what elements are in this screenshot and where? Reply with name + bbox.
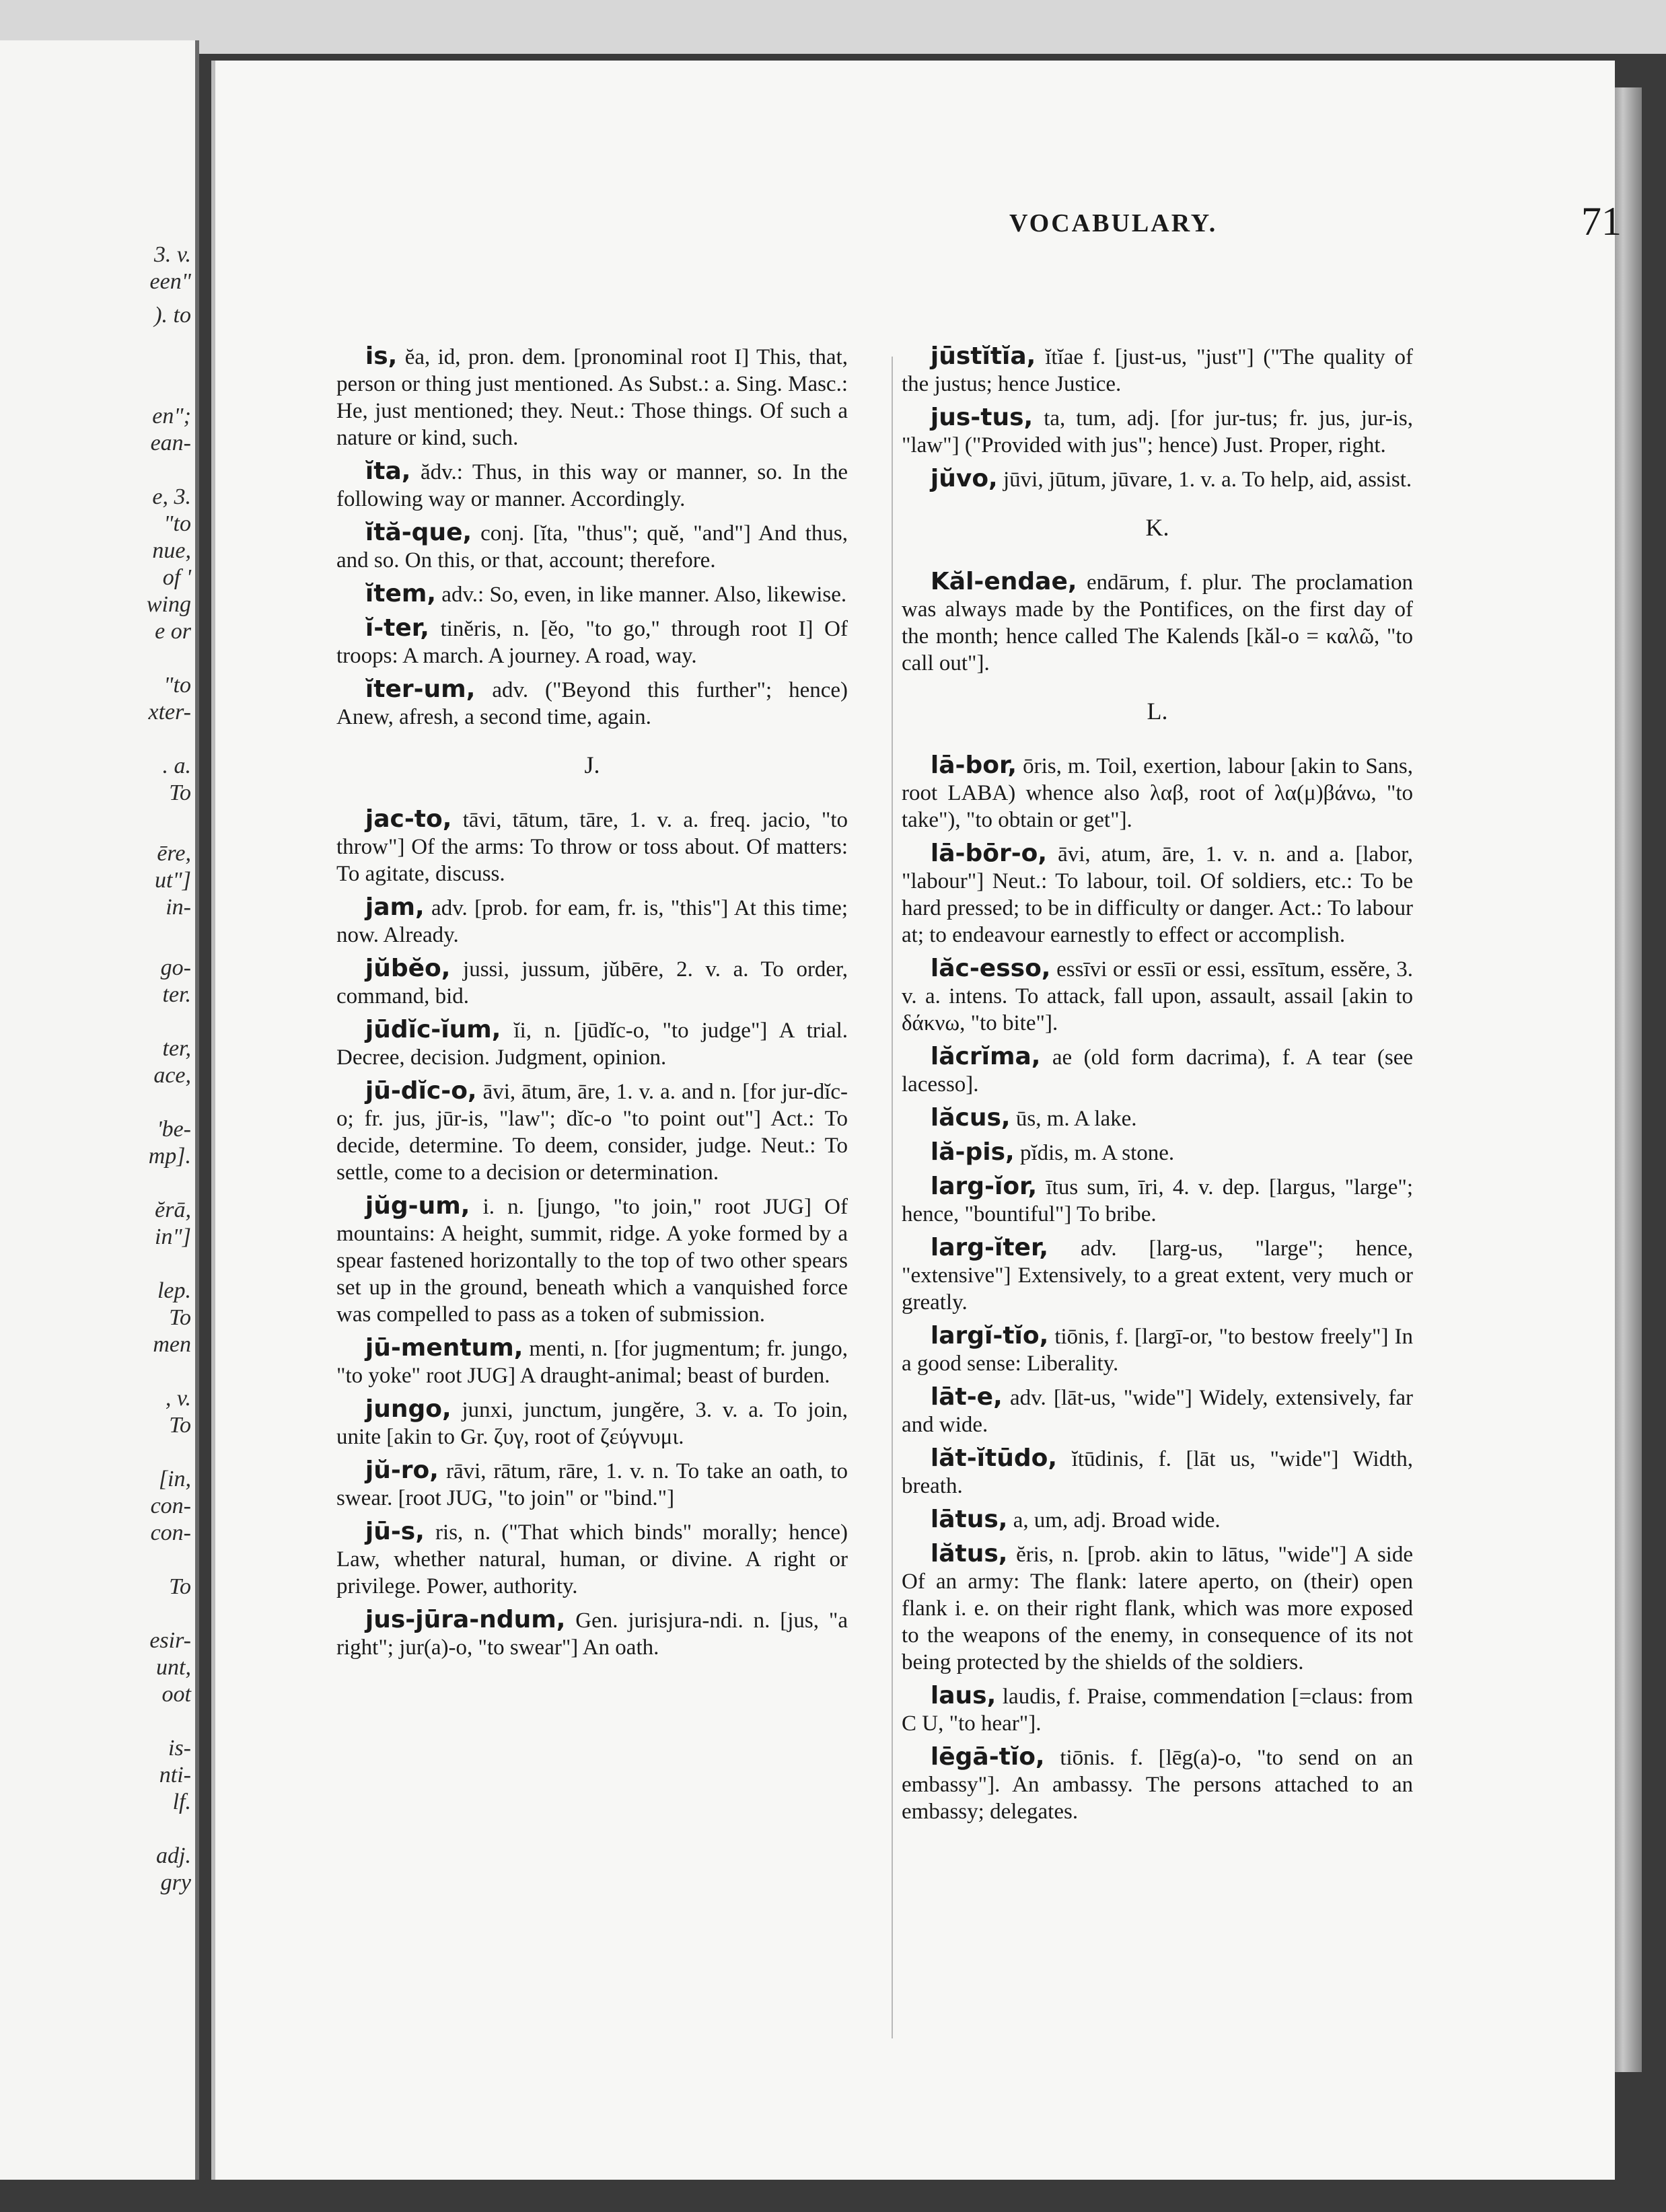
vocab-entry bbox=[902, 1683, 1413, 1737]
headword: ĭter-um, bbox=[365, 675, 476, 703]
left-page-text-fragment: ēre, bbox=[157, 841, 191, 866]
vocab-entry bbox=[902, 1043, 1413, 1098]
vocab-entry bbox=[902, 1323, 1413, 1377]
definition: adv. ("Beyond this further"; hence) Anew, afresh, a second time, again. bbox=[336, 678, 848, 729]
left-page-text-fragment: To bbox=[169, 1305, 191, 1330]
left-page-text-fragment: To bbox=[169, 780, 191, 805]
headword: lātus, bbox=[930, 1506, 1008, 1533]
section-letter: J. bbox=[584, 751, 600, 778]
definition: tiōnis. f. [lēg(a)-o, "to send on an embassy"]. An ambassy. The persons attached to an embassy; delegates. bbox=[902, 1746, 1413, 1824]
vocab-entry bbox=[336, 615, 848, 669]
left-page-text-fragment: 'be- bbox=[157, 1117, 191, 1142]
headword: is, bbox=[365, 342, 398, 370]
definition: ae (old form dacrima), f. A tear (see lacesso]. bbox=[902, 1045, 1413, 1097]
left-page-text-fragment: nti- bbox=[159, 1763, 191, 1787]
headword: larg-ĭor, bbox=[930, 1173, 1038, 1200]
definition: āvi, atum, āre, 1. v. n. and a. [labor, "labour"] Neut.: To labour, toil. Of soldiers, etc.: To be hard pressed; to be in difficulty or danger. Act.: To labour at; to endeavour earnestly to effect or accomplish. bbox=[902, 842, 1413, 947]
vocab-entry bbox=[902, 404, 1413, 459]
vocab-entry bbox=[336, 955, 848, 1010]
headword: lā-bor, bbox=[930, 751, 1017, 779]
left-page-text-fragment: e or bbox=[155, 619, 191, 644]
vocab-entry bbox=[336, 581, 848, 608]
left-page-fragment bbox=[0, 40, 199, 2180]
headword: ĭtă-que, bbox=[365, 519, 472, 546]
vocab-entry bbox=[902, 1105, 1413, 1132]
headword: jus-tus, bbox=[930, 404, 1034, 431]
vocab-entry bbox=[336, 1457, 848, 1512]
definition: ĭtĭae f. [just-us, "just"] ("The quality of the justus; hence Justice. bbox=[902, 345, 1414, 396]
vocab-entry bbox=[902, 1384, 1413, 1438]
definition: essīvi or essīi or essi, essītum, essĕre, 3. v. a. intens. To attack, fall upon, assault, assail [akin to δάκνω, "to bite"]. bbox=[902, 957, 1413, 1035]
definition: āvi, ātum, āre, 1. v. a. and n. [for jur-dĭc-o; fr. jus, jūr-is, "law"; dĭc-o "to point out"] Act.: To decide, determine. To deem, consider, judge. Neut.: To settle, come to a decision or determination. bbox=[336, 1080, 848, 1185]
left-page-text-fragment: ean- bbox=[150, 431, 191, 455]
left-page-text-fragment: esir- bbox=[149, 1628, 191, 1653]
vocab-entry bbox=[336, 343, 848, 451]
definition: ris, n. ("That which binds" morally; hence) Law, whether natural, human, or divine. A right or privilege. Power, authority. bbox=[336, 1520, 848, 1598]
headword: Kăl-endae, bbox=[930, 568, 1077, 595]
definition: ōris, m. Toil, exertion, labour [akin to Sans, root LABA) whence also λαβ, root of λα(μ)βάνω, "to take"), "to obtain or get"]. bbox=[902, 754, 1413, 832]
right-column bbox=[902, 343, 1413, 1832]
vocab-entry bbox=[902, 1173, 1413, 1228]
definition: menti, n. [for jugmentum; fr. jungo, "to yoke" root JUG] A draught-animal; beast of burden. bbox=[336, 1337, 848, 1388]
headword: lătus, bbox=[930, 1540, 1008, 1568]
vocab-entry bbox=[336, 1078, 848, 1186]
headword: larg-ĭter, bbox=[930, 1234, 1049, 1261]
left-page-text-fragment: e, 3. bbox=[152, 484, 191, 509]
vocab-entry bbox=[902, 568, 1413, 677]
left-page-text-fragment: con- bbox=[150, 1520, 191, 1545]
left-page-text-fragment: ter, bbox=[162, 1036, 191, 1061]
definition: ta, tum, adj. [for jur-tus; fr. jus, jur-is, "law"] ("Provided with jus"; hence) Just. Proper, right. bbox=[902, 406, 1413, 457]
left-page-text-fragment: lf. bbox=[172, 1790, 191, 1814]
headword: jū-mentum, bbox=[365, 1334, 523, 1362]
headword: lă-pis, bbox=[930, 1138, 1015, 1166]
vocab-entry bbox=[902, 1234, 1413, 1316]
left-page-text-fragment: is- bbox=[168, 1736, 191, 1761]
left-page-text-fragment: [in, bbox=[158, 1467, 191, 1491]
definition: jūvi, jūtum, jūvare, 1. v. a. To help, aid, assist. bbox=[1003, 468, 1412, 492]
vocab-entry bbox=[336, 1396, 848, 1450]
left-page-text-fragment: men bbox=[153, 1332, 191, 1357]
definition: tinĕris, n. [ĕo, "to go," through root I] Of troops: A march. A journey. A road, way. bbox=[336, 617, 848, 668]
headword: jam, bbox=[365, 893, 425, 921]
headword: jac-to, bbox=[365, 805, 452, 833]
headword: lăcrĭma, bbox=[930, 1043, 1041, 1070]
definition: ūs, m. A lake. bbox=[1015, 1107, 1137, 1131]
left-page-text-fragment: "to bbox=[164, 673, 191, 698]
definition: ītus sum, īri, 4. v. dep. [largus, "large"; hence, "bountiful"] To bribe. bbox=[902, 1175, 1414, 1226]
headword: jungo, bbox=[365, 1395, 451, 1423]
left-page-text-fragment: "to bbox=[164, 511, 191, 536]
definition: Gen. jurisjura-ndi. n. [jus, "a right"; jur(a)-o, "to swear"] An oath. bbox=[336, 1609, 848, 1660]
section-letter: K. bbox=[1145, 514, 1169, 541]
left-page-text-fragment: , v. bbox=[165, 1386, 191, 1411]
left-page-text-fragment: go- bbox=[160, 955, 191, 980]
definition: junxi, junctum, jungĕre, 3. v. a. To join, unite [akin to Gr. ζυγ, root of ζεύγνυμι. bbox=[336, 1398, 848, 1449]
left-page-text-fragment: of ' bbox=[162, 565, 191, 590]
vocab-entry bbox=[902, 955, 1413, 1037]
headword: lāt-e, bbox=[930, 1383, 1003, 1411]
vocab-entry bbox=[336, 676, 848, 731]
left-page-text-fragment: en"; bbox=[152, 404, 191, 429]
headword: jus-jūra-ndum, bbox=[365, 1606, 566, 1633]
headword: jŭbĕo, bbox=[365, 955, 451, 982]
headword: jŭ-ro, bbox=[365, 1457, 439, 1484]
left-page-text-fragment: To bbox=[169, 1574, 191, 1599]
vocab-entry bbox=[336, 519, 848, 574]
definition: adv. [lāt-us, "wide"] Widely, extensively, far and wide. bbox=[902, 1386, 1413, 1437]
book-page bbox=[215, 61, 1622, 2180]
headword: jŭvo, bbox=[930, 465, 998, 492]
headword: ĭta, bbox=[365, 457, 411, 485]
left-page-text-fragment: xter- bbox=[148, 700, 191, 725]
headword: jū-dĭc-o, bbox=[365, 1077, 477, 1105]
definition: ădv.: Thus, in this way or manner, so. In the following way or manner. Accordingly. bbox=[336, 460, 848, 511]
vocab-entry bbox=[902, 840, 1413, 949]
definition: ĕa, id, pron. dem. [pronominal root I] This, that, person or thing just mentioned. As Subst.: a. Sing. Masc.: He, just mentioned; they. Neut.: Those things. Of such a nature or kind, such. bbox=[336, 345, 848, 450]
definition: conj. [ĭta, "thus"; quĕ, "and"] And thus, and so. On this, or that, account; therefore. bbox=[336, 521, 848, 573]
scan-top-edge bbox=[0, 0, 1666, 54]
vocab-entry bbox=[902, 466, 1413, 493]
definition: pĭdis, m. A stone. bbox=[1019, 1141, 1175, 1165]
definition: laudis, f. Praise, commendation [=claus: from C U, "to hear"]. bbox=[902, 1685, 1413, 1736]
definition: endārum, f. plur. The proclamation was always made by the Pontifices, on the first day of the month; hence called The Kalends [kăl-o = καλῶ, "to call out"]. bbox=[902, 570, 1413, 675]
left-column bbox=[336, 343, 848, 1668]
vocab-entry bbox=[902, 752, 1413, 834]
left-page-text-fragment: oot bbox=[161, 1682, 191, 1707]
vocab-entry bbox=[902, 1139, 1413, 1167]
vocab-entry bbox=[902, 1541, 1413, 1676]
vocab-entry bbox=[336, 458, 848, 513]
headword: lăc-esso, bbox=[930, 955, 1051, 982]
left-page-text-fragment: nue, bbox=[152, 538, 191, 563]
vocab-entry bbox=[336, 1193, 848, 1328]
vocab-entry bbox=[336, 1335, 848, 1389]
definition: adv. [prob. for eam, fr. is, "this"] At this time; now. Already. bbox=[336, 896, 848, 947]
vocab-entry bbox=[902, 1744, 1413, 1825]
vocab-entry bbox=[336, 1607, 848, 1661]
definition: tāvi, tātum, tāre, 1. v. a. freq. jacio, "to throw"] Of the arms: To throw or toss about. Of matters: To agitate, discuss. bbox=[336, 808, 848, 886]
headword: jūdĭc-ĭum, bbox=[365, 1016, 501, 1043]
left-page-text-fragment: ). to bbox=[154, 303, 191, 328]
vocab-entry bbox=[902, 343, 1413, 398]
headword: jūstĭtĭa, bbox=[930, 342, 1036, 370]
definition: i. n. [jungo, "to join," root JUG] Of mountains: A height, summit, ridge. A yoke formed by a spear fastened horizontally to the top of two other spears set up in the ground, beneath which a vanquished force was compelled to pass as a token of submission. bbox=[336, 1195, 848, 1327]
vocab-entry bbox=[336, 894, 848, 949]
headword: lăcus, bbox=[930, 1104, 1011, 1132]
definition: adv. [larg-us, "large"; hence, "extensive"] Extensively, to a great extent, very much or greatly. bbox=[902, 1237, 1413, 1315]
page-number: 71 bbox=[1581, 199, 1622, 244]
definition: ĕris, n. [prob. akin to lātus, "wide"] A side Of an army: The flank: latere aperto, on (their) open flank i. e. on their right flank, which was more exposed to the weapons of the enemy, in consequence of its not being protected by the shields of the soldiers. bbox=[902, 1543, 1413, 1674]
left-page-text-fragment: wing bbox=[146, 592, 191, 617]
definition: tiōnis, f. [largī-or, "to bestow freely"] In a good sense: Liberality. bbox=[902, 1325, 1413, 1376]
left-page-text-fragment: ut"] bbox=[155, 868, 191, 893]
left-page-text-fragment: adj. bbox=[156, 1843, 191, 1868]
headword: ĭ-ter, bbox=[365, 614, 429, 642]
vocab-entry bbox=[336, 1518, 848, 1600]
left-page-text-fragment: mp]. bbox=[148, 1144, 191, 1169]
vocab-entry bbox=[336, 1017, 848, 1071]
left-page-text-fragment: . a. bbox=[162, 753, 191, 778]
headword: lăt-ĭtūdo, bbox=[930, 1444, 1058, 1472]
left-page-text-fragment: To bbox=[169, 1413, 191, 1438]
left-page-text-fragment: ĕrā, bbox=[155, 1197, 191, 1222]
left-page-text-fragment: unt, bbox=[156, 1655, 191, 1680]
column-rule bbox=[892, 357, 893, 2038]
left-page-text-fragment: gry bbox=[160, 1870, 191, 1895]
running-head: VOCABULARY. bbox=[1009, 209, 1218, 237]
left-page-text-fragment: lep. bbox=[157, 1278, 191, 1303]
left-page-text-fragment: ter. bbox=[162, 982, 191, 1007]
left-page-text-fragment: con- bbox=[150, 1494, 191, 1518]
definition: jussi, jussum, jŭbēre, 2. v. a. To order, command, bid. bbox=[336, 957, 848, 1008]
headword: jŭg-um, bbox=[365, 1192, 470, 1220]
definition: adv.: So, even, in like manner. Also, likewise. bbox=[441, 583, 847, 607]
left-page-text-fragment: een" bbox=[149, 269, 191, 294]
section-letter: L. bbox=[1147, 698, 1168, 725]
headword: lēgā-tĭo, bbox=[930, 1743, 1045, 1771]
left-page-text-fragment: in- bbox=[166, 895, 191, 920]
headword: ĭtem, bbox=[365, 580, 437, 607]
headword: laus, bbox=[930, 1682, 997, 1709]
vocab-entry bbox=[336, 806, 848, 887]
vocab-entry bbox=[902, 1445, 1413, 1500]
left-page-text-fragment: ace, bbox=[153, 1063, 191, 1088]
vocab-entry bbox=[902, 1506, 1413, 1534]
headword: largĭ-tĭo, bbox=[930, 1322, 1049, 1350]
left-page-text-fragment: 3. v. bbox=[153, 242, 191, 267]
headword: jū-s, bbox=[365, 1518, 425, 1545]
definition: rāvi, rātum, rāre, 1. v. n. To take an oath, to swear. [root JUG, "to join" or "bind."] bbox=[336, 1459, 848, 1510]
headword: lā-bōr-o, bbox=[930, 840, 1048, 867]
definition: ĭtūdinis, f. [lāt us, "wide"] Width, breath. bbox=[902, 1447, 1414, 1498]
left-page-text-fragment: in"] bbox=[155, 1224, 191, 1249]
definition: a, um, adj. Broad wide. bbox=[1013, 1508, 1221, 1533]
definition: ĭi, n. [jūdĭc-o, "to judge"] A trial. Decree, decision. Judgment, opinion. bbox=[336, 1019, 848, 1070]
